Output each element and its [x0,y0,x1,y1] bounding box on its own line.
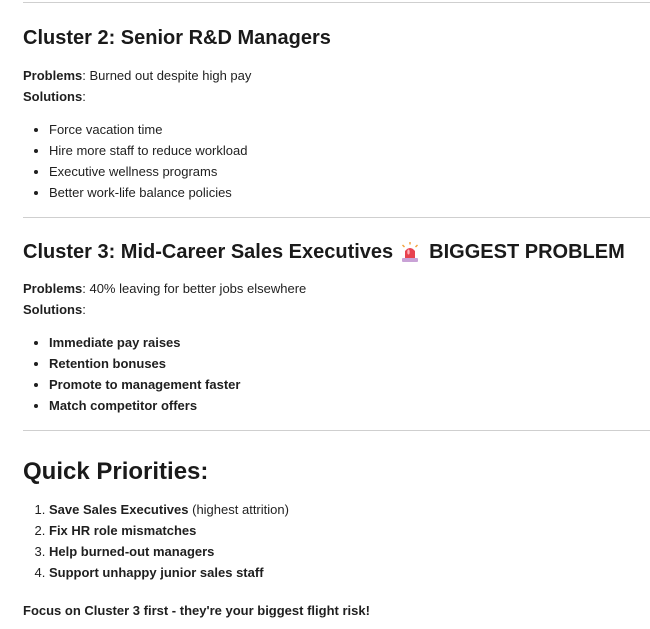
list-item: 1. Save Sales Executives (highest attrition) [49,499,650,520]
problems-label: Problems [23,68,83,83]
document-body [23,0,650,621]
cluster-3-problems [23,278,650,299]
cluster-2-solutions-label: Solutions: [23,89,86,104]
list-item: • Better work-life balance policies [49,182,650,203]
problems-text: : 40% leaving for better jobs elsewhere [82,281,307,296]
cluster-2-problems [23,65,650,86]
solutions-label: Solutions [23,302,83,317]
cluster-2-heading [23,25,650,51]
police-light-icon [399,241,421,263]
list-item: • Force vacation time [49,119,650,140]
cluster-3-solutions-list [23,332,650,416]
problems-label: Problems [23,281,83,296]
quick-priorities-heading: Quick Priorities: [23,458,209,485]
solutions-label: Solutions [23,89,83,104]
list-item: • Executive wellness programs [49,161,650,182]
problems-text: : Burned out despite high pay [82,68,252,83]
list-item: • Immediate pay raises [49,332,650,353]
list-item: • Hire more staff to reduce workload [49,140,650,161]
list-item: • Match competitor offers [49,395,650,416]
biggest-problem-flag: BIGGEST PROBLEM [429,241,625,263]
priorities-list [23,499,650,583]
list-item: 2. Fix HR role mismatches [49,520,650,541]
cluster-2-solutions-list [23,119,650,203]
list-item: • Retention bonuses [49,353,650,374]
cluster-2-title: Cluster 2: Senior R&D Managers [23,27,331,49]
list-item: 3. Help burned-out managers [49,541,650,562]
cluster-3-solutions-label: Solutions: [23,302,86,317]
focus-statement: Focus on Cluster 3 first - they're your biggest flight risk! [23,603,370,618]
cluster-3-title: Cluster 3: Mid-Career Sales Executives [23,241,394,263]
list-item: • Promote to management faster [49,374,650,395]
list-item: 4. Support unhappy junior sales staff [49,562,650,583]
cluster-3-heading [23,239,650,265]
